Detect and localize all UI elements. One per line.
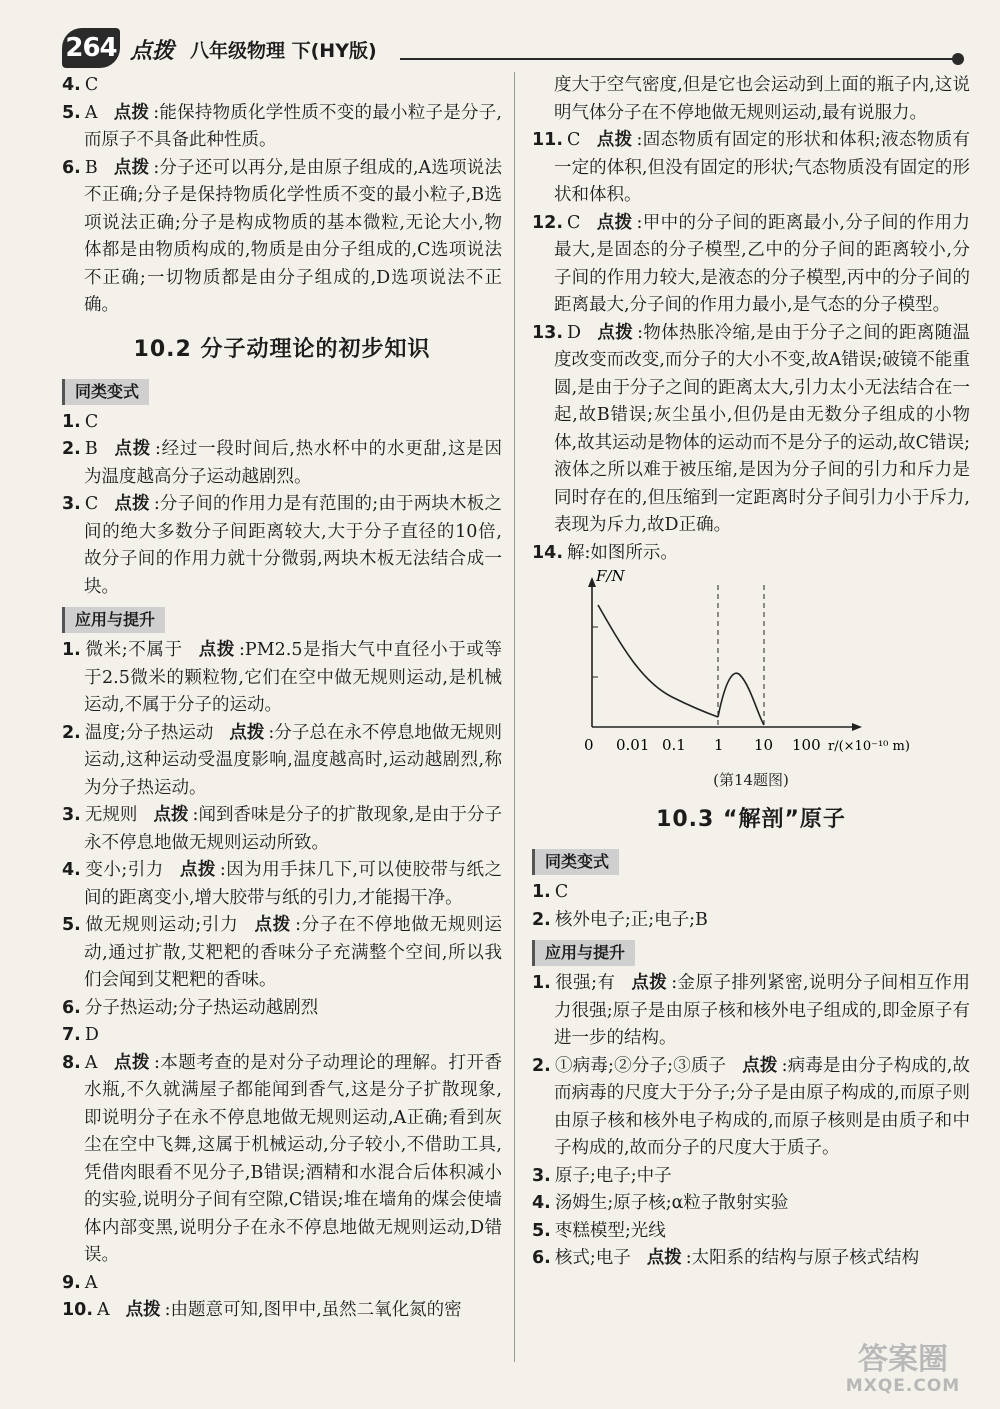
- answer-item: [62, 1297, 502, 1325]
- force-distance-figure: [532, 567, 970, 767]
- answer-item: [62, 409, 502, 437]
- answer-number: 13.: [532, 322, 564, 343]
- force-graph: [532, 567, 970, 767]
- tip-label: 点拨: [179, 860, 216, 880]
- answer-text: 原子;电子;中子: [554, 1165, 672, 1186]
- answer-text: 变小;引力: [84, 860, 164, 880]
- tip-text: :病毒是由分子构成的,故而病毒的尺度大于分子;分子是由原子构成的,而原子则由原子核和核外电子构成的,而原子核则是由质子和中子构成的,故而分子的尺度大于质子。: [554, 1055, 970, 1158]
- answer-text: 做无规则运动;引力: [84, 915, 239, 935]
- answer-item: [532, 1190, 970, 1218]
- answers-tonglei: [532, 879, 970, 934]
- tip-text: :闻到香味是分子的扩散现象,是由于分子永不停息地做无规则运动所致。: [84, 805, 503, 853]
- section-title-10-2: 10.2 分子动理论的初步知识: [133, 336, 431, 362]
- answer-number: 3.: [532, 1165, 551, 1186]
- book-title: 八年级物理 下(HY版): [190, 40, 377, 62]
- attraction-curve: [718, 673, 764, 725]
- tip-label: 点拨: [596, 130, 633, 150]
- answer-item: [532, 1218, 970, 1246]
- tip-text: :能保持物质化学性质不变的最小粒子是分子,而原子不具备此种性质。: [84, 102, 502, 150]
- answer-item: [532, 907, 970, 935]
- answer-text: C: [554, 882, 569, 902]
- answer-item: [532, 127, 970, 210]
- answers-10-1: [62, 72, 502, 320]
- tip-label: 点拨: [646, 1248, 682, 1268]
- answer-item: [532, 1163, 970, 1191]
- tip-label: 点拨: [153, 805, 189, 825]
- answer-item: [62, 857, 502, 912]
- left-column: [62, 72, 502, 1325]
- watermark-logo: [818, 1342, 988, 1403]
- answers-yingyong: [532, 970, 970, 1273]
- answer-text: 无规则: [84, 805, 138, 825]
- y-axis-arrow-icon: [588, 577, 596, 587]
- answer-item: [532, 970, 970, 1053]
- tip-label: 点拨: [198, 640, 236, 660]
- answer-number: 12.: [532, 212, 564, 233]
- tip-label: 点拨: [742, 1055, 778, 1076]
- answer-text: ①病毒;②分子;③质子: [554, 1055, 727, 1076]
- answer-item: [532, 540, 970, 568]
- tip-text: :分子总在永不停息地做无规则运动,这种运动受温度影响,温度越高时,运动越剧烈,称为分子热运动。: [84, 722, 502, 798]
- tip-label: 点拨: [597, 322, 634, 343]
- answer-item: [532, 1245, 970, 1273]
- answer-item: [62, 72, 502, 100]
- tick-label: 1: [714, 736, 724, 754]
- answer-item: [62, 637, 502, 720]
- answer-number: 2.: [62, 722, 81, 743]
- answer-text: A: [84, 1052, 98, 1073]
- figure-caption: (第14题图): [713, 771, 789, 789]
- watermark-sub: MXQE.COM: [845, 1376, 961, 1396]
- tip-text: :固态物质有固定的形状和体积;液态物质有一定的体积,但没有固定的形状;气态物质没有固定的形状和体积。: [554, 130, 971, 205]
- answers-tonglei: [62, 409, 502, 602]
- page-number: 264: [62, 28, 120, 68]
- answer-item: [62, 1050, 502, 1270]
- x-axis-label: r/(×10⁻¹⁰ m): [828, 739, 910, 754]
- answer-number: 10.: [62, 1300, 94, 1320]
- answer-text: B: [84, 439, 98, 459]
- answer-number: 1.: [532, 882, 551, 902]
- answer-number: 14.: [532, 542, 564, 563]
- answer-number: 8.: [62, 1052, 81, 1073]
- answer-item: [62, 436, 502, 491]
- answer-item: [62, 155, 502, 320]
- answer-number: 3.: [62, 494, 81, 514]
- answer-number: 6.: [62, 157, 81, 178]
- tip-text: :金原子排列紧密,说明分子间相互作用力很强;原子是由原子核和核外电子组成的,即金原子有进一步的结构。: [554, 973, 970, 1048]
- column-divider: [514, 72, 515, 1362]
- answers-yingyong: [62, 637, 502, 1325]
- y-axis-label: F/N: [596, 567, 625, 585]
- brand-logo: 点拨: [130, 38, 175, 64]
- header-dot-icon: [952, 53, 964, 65]
- answer-item: [532, 1053, 970, 1163]
- tip-text: :因为用手抹几下,可以使胶带与纸之间的距离变小,增大胶带与纸的引力,才能揭干净。: [84, 860, 502, 908]
- tag-yingyong: 应用与提升: [532, 940, 635, 966]
- answer-number: 5.: [62, 102, 81, 123]
- answer-item: [62, 720, 502, 803]
- answer-item: [62, 1022, 502, 1050]
- answer-text: 微米;不属于: [84, 640, 183, 660]
- tick-label: 0.1: [662, 736, 686, 754]
- tip-label: 点拨: [114, 494, 150, 514]
- answer-text: A: [84, 1272, 98, 1293]
- answer-text: C: [567, 212, 581, 233]
- answer-text: A: [84, 102, 98, 123]
- answer-item: [532, 879, 970, 907]
- tip-label: 点拨: [254, 915, 292, 935]
- tip-label: 点拨: [113, 1052, 150, 1073]
- answer-text: 汤姆生;原子核;α粒子散射实验: [554, 1193, 789, 1213]
- tick-label: 0.01: [616, 736, 650, 754]
- answer-item: [62, 1270, 502, 1298]
- tip-text: :甲中的分子间的距离最小,分子间的作用力最大,是固态的分子模型,乙中的分子间的距离较小,分子间的作用力较大,是液态的分子模型,丙中的分子间的距离最大,分子间的作用力最小,是气态的分子模型。: [554, 212, 970, 315]
- section-title-10-3: 10.3 “解剖”原子: [656, 807, 846, 832]
- page-header: [0, 18, 1000, 70]
- answer-number: 7.: [62, 1025, 81, 1045]
- answer-text: 核式;电子: [554, 1248, 631, 1268]
- answer-number: 3.: [62, 805, 81, 825]
- tip-label: 点拨: [113, 439, 151, 459]
- answer-number: 6.: [62, 997, 81, 1018]
- answer-item: [62, 491, 502, 601]
- answer-text: D: [84, 1025, 99, 1045]
- tip-text: :分子间的作用力是有范围的;由于两块木板之间的绝大多数分子间距离较大,大于分子直径的10倍,故分子间的作用力就十分微弱,两块木板无法结合成一块。: [84, 494, 503, 597]
- answer-text: B: [84, 157, 98, 178]
- answer-number: 1.: [62, 411, 81, 432]
- watermark-text: 答案圈: [858, 1342, 948, 1377]
- answer-number: 2.: [532, 1055, 551, 1076]
- answer-item: [62, 995, 502, 1023]
- answer-text: C: [567, 130, 581, 150]
- answer-text: 分子热运动;分子热运动越剧烈: [84, 997, 319, 1018]
- answer-number: 6.: [532, 1248, 551, 1268]
- tip-text: :分子还可以再分,是由原子组成的,A选项说法不正确;分子是保持物质化学性质不变的最小粒子,B选项说法正确;分子是构成物质的基本微粒,无论大小,物体都是由物质构成的,物质是由分子组成的,C选项说法不正确;一切物质都是由分子组成的,D选项说法不正确。: [84, 157, 502, 315]
- answer-number: 5.: [532, 1220, 551, 1241]
- answer-number: 1.: [62, 640, 81, 660]
- tip-label: 点拨: [125, 1300, 161, 1320]
- answer-text: C: [84, 411, 99, 432]
- answer-number: 4.: [62, 75, 81, 95]
- answer-item: [532, 320, 970, 540]
- answer-text: 温度;分子热运动: [84, 722, 214, 743]
- answer-item: [532, 210, 970, 320]
- tip-label: 点拨: [596, 212, 633, 233]
- tip-label: 点拨: [113, 157, 150, 178]
- answer-item: [62, 100, 502, 155]
- tag-tonglei: 同类变式: [532, 849, 619, 875]
- right-column: [532, 72, 970, 1273]
- tip-text: :物体热胀冷缩,是由于分子之间的距离随温度改变而改变,而分子的大小不变,故A错误;破镜不能重圆,是由于分子之间的距离太大,引力太小无法结合在一起,故B错误;灰尘虽小,但仍是由无数分子组成的小物体,故其运动是物体的运动而不是分子的运动,故C错误;液体之所以难于被压缩,是因为分子间的引力和斥力是同时存在的,但压缩到一定距离时分子间引力小于斥力,表现为斥力,故D正确。: [554, 322, 970, 535]
- repulsion-curve: [598, 605, 718, 717]
- tick-label: 10: [754, 736, 774, 754]
- tag-yingyong: 应用与提升: [62, 607, 165, 633]
- tick-label: 0: [584, 736, 594, 754]
- answer-number: 4.: [62, 860, 81, 880]
- tip-label: 点拨: [229, 722, 265, 743]
- answer-number: 5.: [62, 915, 81, 935]
- answer-text: 枣糕模型;光线: [554, 1220, 666, 1241]
- answer-number: 1.: [532, 973, 551, 993]
- tip-label: 点拨: [113, 102, 150, 123]
- answer-item: [62, 802, 502, 857]
- answer-text: D: [567, 322, 582, 343]
- answer-text: 核外电子;正;电子;B: [554, 909, 708, 930]
- tip-text: :本题考查的是对分子动理论的理解。打开香水瓶,不久就满屋子都能闻到香气,这是分子扩散现象,即说明分子在永不停息地做无规则运动,A正确;看到灰尘在空中飞舞,这属于机械运动,分子较小,不借助工具,凭借肉眼看不见分子,B错误;酒精和水混合后体积减小的实验,说明分子间有空隙,C错误;堆在墙角的煤会使墙体内部变黑,说明分子在永不停息地做无规则运动,D错误。: [84, 1052, 503, 1265]
- tip-text: :太阳系的结构与原子核式结构: [685, 1248, 920, 1268]
- header-rule: [400, 58, 955, 60]
- answer-text: C: [84, 494, 99, 514]
- answer-number: 9.: [62, 1272, 81, 1293]
- answer-text: A: [97, 1300, 110, 1320]
- tip-text: :PM2.5是指大气中直径小于或等于2.5微米的颗粒物,它们在空中做无规则运动,是机械运动,不属于分子的运动。: [84, 640, 503, 715]
- answer-number: 2.: [532, 909, 551, 930]
- answer-text: 很强;有: [554, 973, 616, 993]
- answer-number: 2.: [62, 439, 81, 459]
- x-axis-arrow-icon: [852, 723, 862, 731]
- tip-label: 点拨: [631, 973, 668, 993]
- answer-item: [62, 912, 502, 995]
- answer-text: C: [84, 75, 99, 95]
- tip-text: :由题意可知,图甲中,虽然二氧化氮的密: [164, 1300, 462, 1320]
- answer-number: 11.: [532, 130, 564, 150]
- tick-label: 100: [792, 736, 821, 754]
- tip-text: :经过一段时间后,热水杯中的水更甜,这是因为温度越高分子运动越剧烈。: [84, 439, 503, 487]
- answer-number: 4.: [532, 1193, 551, 1213]
- tip-text: :分子在不停地做无规则运动,通过扩散,艾粑粑的香味分子充满整个空间,所以我们会闻到艾粑粑的香味。: [84, 915, 502, 990]
- continued-answer: 度大于空气密度,但是它也会运动到上面的瓶子内,这说明气体分子在不停地做无规则运动,最有说服力。: [554, 75, 970, 123]
- answers-continued: [532, 127, 970, 567]
- answer-text: 解:如图所示。: [567, 542, 678, 563]
- tag-tonglei: 同类变式: [62, 379, 149, 405]
